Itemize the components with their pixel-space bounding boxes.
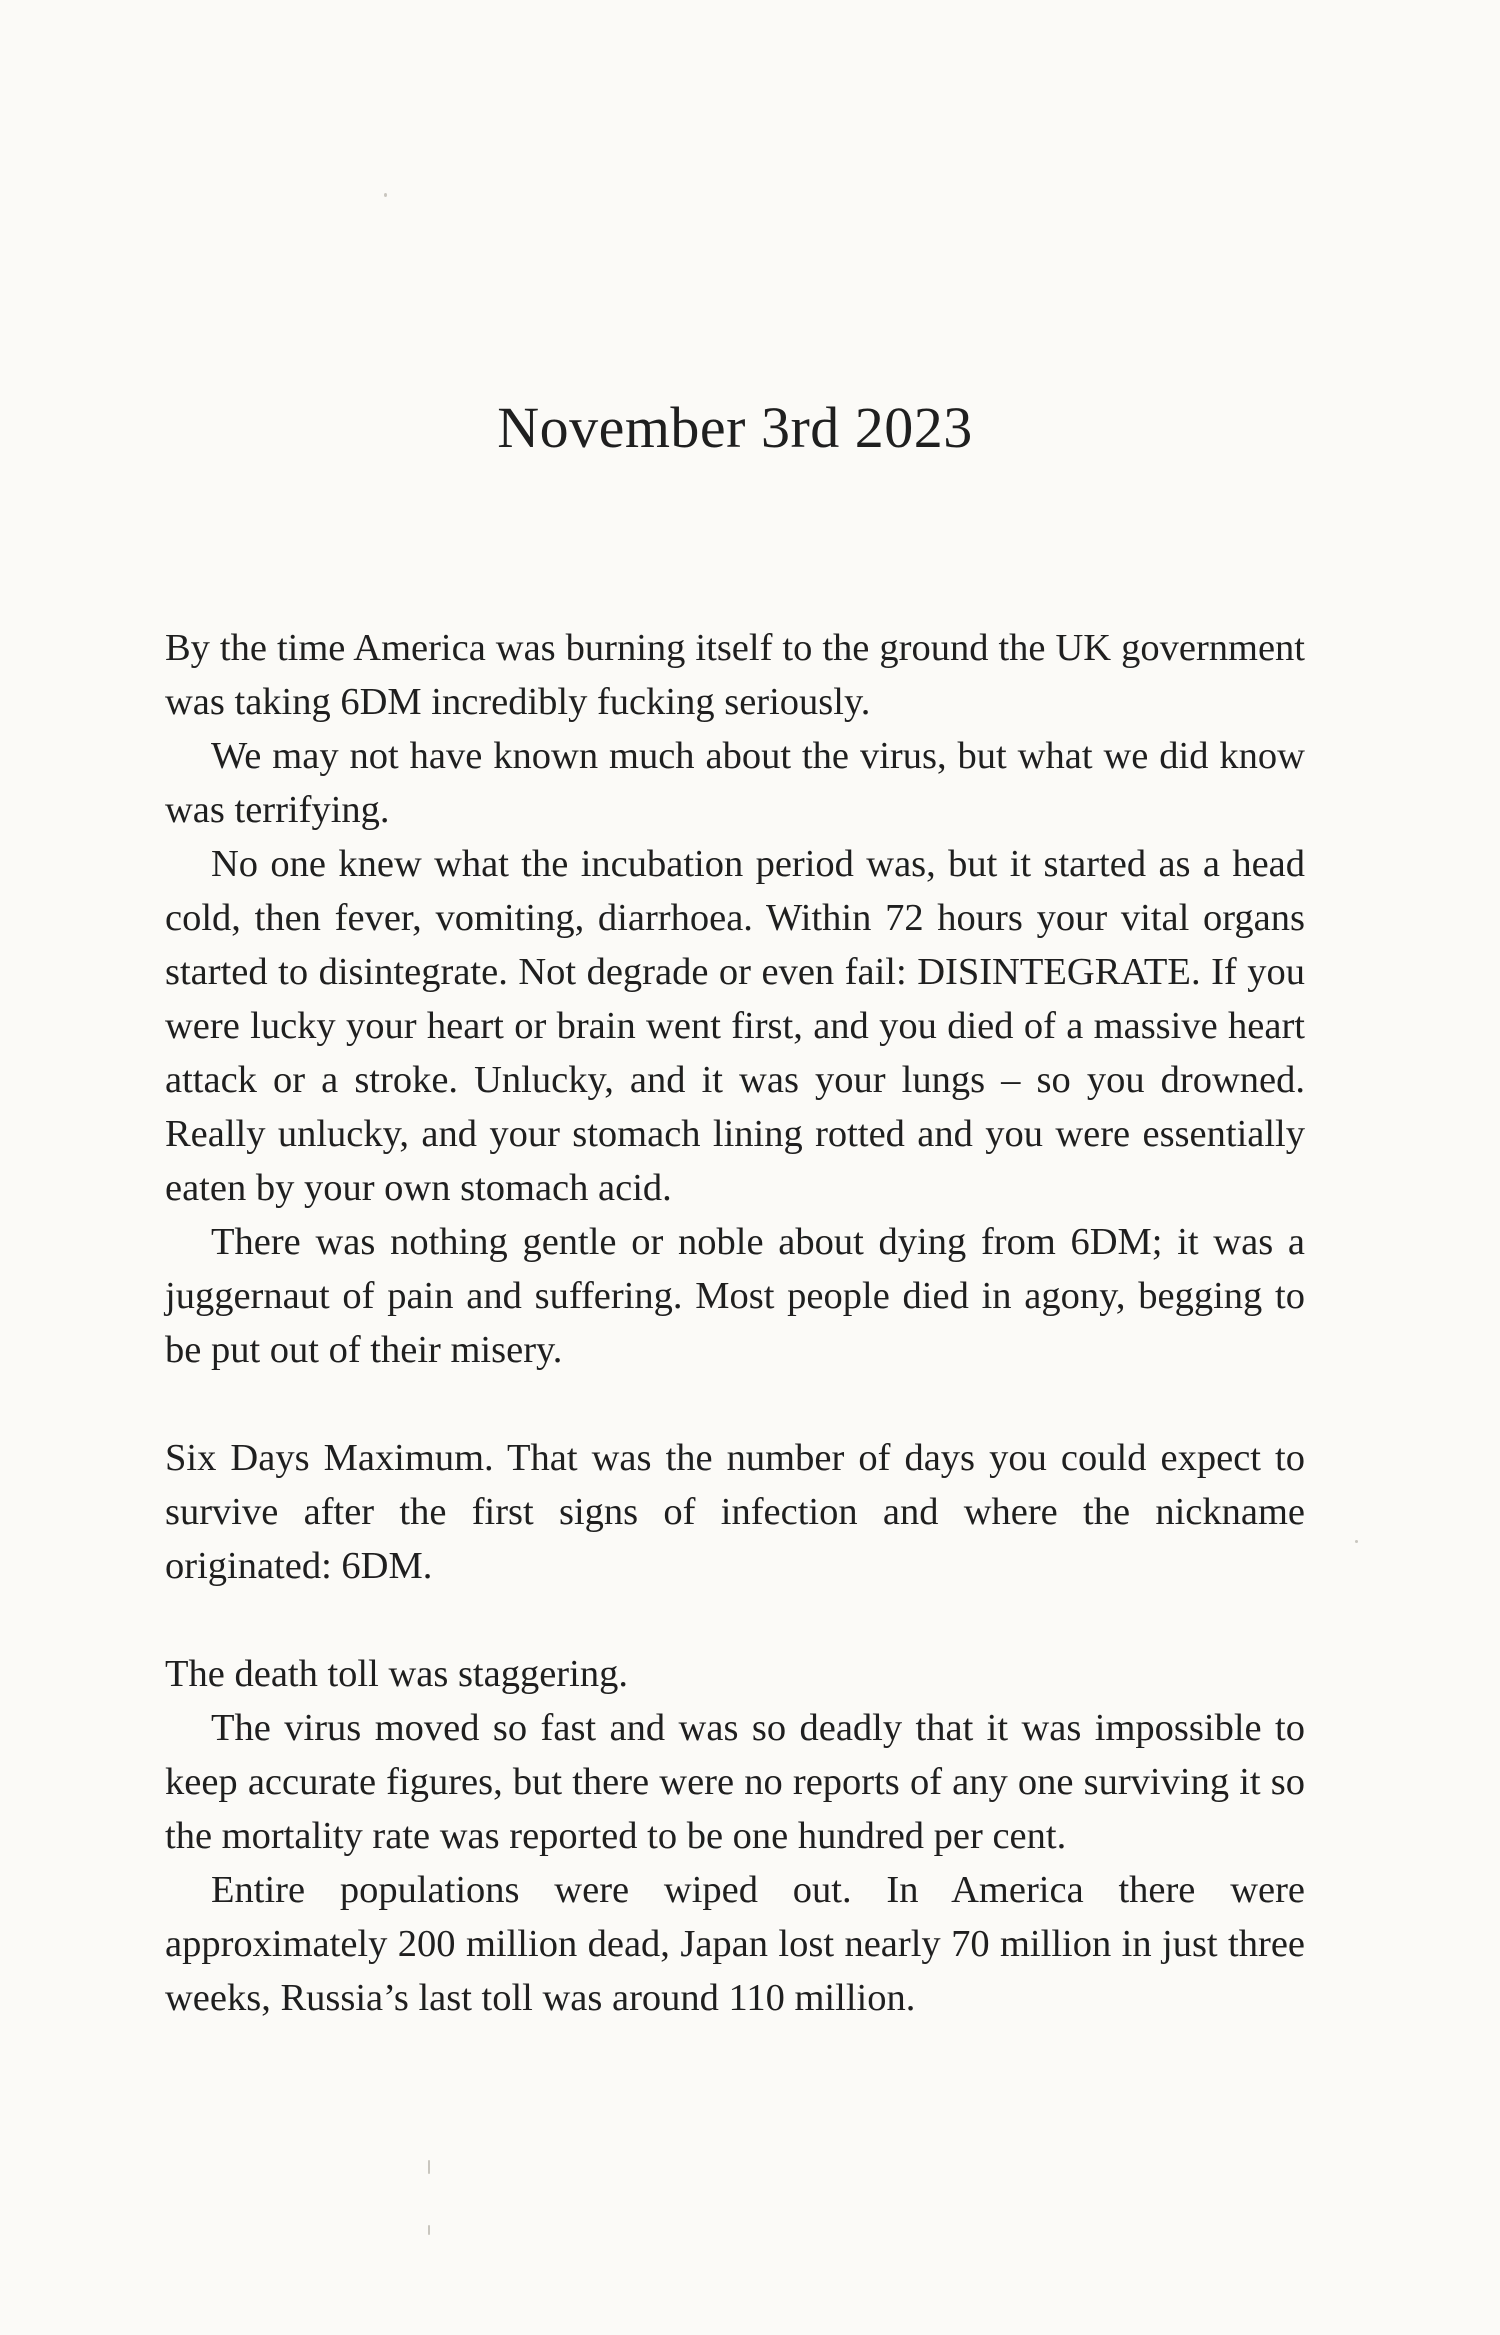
paper-speck [428,2225,430,2235]
paragraph: There was nothing gentle or noble about dying from 6DM; it was a juggernaut of pain and suffering. Most people died in agony, begging to be put out of their misery. [165,1221,1305,1371]
paper-speck [1355,1540,1358,1543]
paragraph: By the time America was burning itself to the ground the UK government was taking 6DM incredibly fucking seriously. [165,627,1305,723]
paragraph: Six Days Maximum. That was the number of days you could expect to survive after the first signs of infection and where the nickname originated: 6DM. [165,1437,1305,1587]
paragraph: Entire populations were wiped out. In America there were approximately 200 million dead, Japan lost nearly 70 million in just three weeks, Russia’s last toll was around 110 million. [165,1869,1305,2019]
paragraph: We may not have known much about the virus, but what we did know was terrifying. [165,735,1305,831]
chapter-body [165,621,1305,2025]
paragraph: The virus moved so fast and was so deadly that it was impossible to keep accurate figures, but there were no reports of any one surviving it so the mortality rate was reported to be one hundred per cent. [165,1707,1305,1857]
paper-speck [428,2160,430,2174]
paper-speck [384,193,387,197]
chapter-title: November 3rd 2023 [497,395,973,460]
paragraph: The death toll was staggering. [165,1653,628,1695]
paragraph: No one knew what the incubation period was, but it started as a head cold, then fever, vomiting, diarrhoea. Within 72 hours your vital organs started to disintegrate. Not degrade or even fail: DISINTEGRATE. If you were lucky your heart or brain went first, and you died of a massive heart attack or a stroke. Unlucky, and it was your lungs – so you drowned. Really unlucky, and your stomach lining rotted and you were essentially eaten by your own stomach acid. [165,843,1305,1209]
